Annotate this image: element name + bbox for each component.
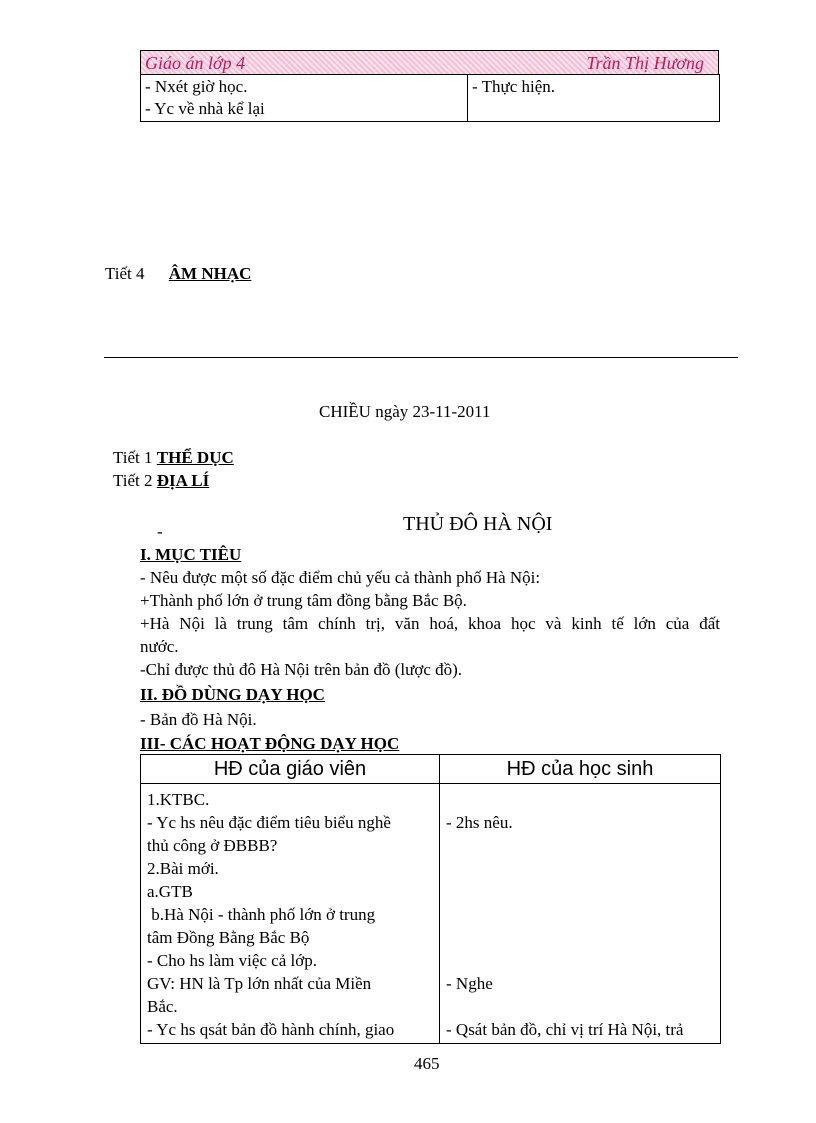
objective-line: +Thành phố lớn ở trung tâm đồng bằng Bắc Bộ. (140, 591, 467, 610)
student-line (446, 995, 714, 1018)
period-2-prefix: Tiết 2 (113, 471, 153, 490)
section-2-heading: II. ĐỒ DÙNG DẠY HỌC (140, 685, 325, 704)
student-activities (440, 784, 721, 1044)
teacher-line: Bắc. (147, 997, 178, 1016)
student-line (446, 880, 714, 903)
objective-line: +Hà Nội là trung tâm chính trị, văn hoá, khoa học và kinh tế lớn của đất (140, 614, 720, 633)
teacher-line: tâm Đồng Bằng Bắc Bộ (147, 928, 310, 947)
closing-teacher-cell (141, 75, 468, 122)
student-line (446, 834, 714, 857)
lesson-title: THỦ ĐÔ HÀ NỘI (403, 513, 553, 535)
page-number: 465 (414, 1054, 440, 1073)
page-header (140, 50, 719, 74)
dash-mark: - (157, 522, 163, 541)
closing-table (140, 74, 720, 122)
period-2 (113, 469, 209, 492)
objective-line: -Chỉ được thủ đô Hà Nội trên bản đồ (lược đồ). (140, 660, 463, 679)
afternoon-date: CHIỀU ngày 23-11-2011 (319, 402, 491, 421)
student-line (446, 903, 714, 926)
period-4-subject: ÂM NHẠC (168, 264, 252, 283)
objective-line: - Nêu được một số đặc điểm chủ yếu cả thành phố Hà Nội: (140, 568, 541, 587)
student-line: - 2hs nêu. (446, 813, 513, 832)
teacher-line: 2.Bài mới. (147, 859, 219, 878)
student-line: - Qsát bản đồ, chỉ vị trí Hà Nội, trả (446, 1020, 684, 1039)
header-left: Giáo án lớp 4 (145, 53, 246, 73)
teacher-column-header: HĐ của giáo viên (141, 755, 440, 784)
student-column-header: HĐ của học sinh (440, 755, 721, 784)
period-1 (113, 446, 234, 469)
section-1-heading: I. MỤC TIÊU (140, 545, 242, 564)
teacher-line: a.GTB (147, 882, 193, 901)
teacher-line: - Yc hs qsát bản đồ hành chính, giao (147, 1020, 395, 1039)
teacher-line: - Cho hs làm việc cả lớp. (147, 951, 317, 970)
student-line (446, 926, 714, 949)
closing-student-cell (468, 75, 720, 122)
student-line: - Nghe (446, 974, 493, 993)
closing-line: - Thực hiện. (472, 77, 556, 96)
teacher-line: thủ công ở ĐBBB? (147, 836, 278, 855)
divider (104, 357, 738, 358)
student-line (446, 949, 714, 972)
teacher-line: b.Hà Nội - thành phố lớn ở trung (147, 905, 376, 924)
closing-line: - Yc về nhà kể lại (145, 99, 265, 118)
student-line (446, 788, 714, 811)
period-1-prefix: Tiết 1 (113, 448, 153, 467)
teacher-line: 1.KTBC. (147, 790, 210, 809)
activities-table (140, 754, 721, 1044)
period-4-prefix: Tiết 4 (105, 264, 145, 283)
period-4 (105, 262, 251, 285)
materials-line: - Bản đồ Hà Nội. (140, 710, 257, 729)
objective-line: nước. (140, 637, 179, 656)
teacher-line: - Yc hs nêu đặc điểm tiêu biểu nghề (147, 813, 391, 832)
teacher-line: GV: HN là Tp lớn nhất của Miền (147, 974, 372, 993)
section-3-heading: III- CÁC HOẠT ĐỘNG DẠY HỌC (140, 734, 400, 753)
period-2-subject: ĐỊA LÍ (156, 471, 210, 490)
teacher-activities (141, 784, 440, 1044)
header-right: Trần Thị Hương (586, 53, 704, 73)
closing-line: - Nxét giờ học. (145, 77, 248, 96)
period-1-subject: THỂ DỤC (156, 448, 234, 467)
student-line (446, 857, 714, 880)
